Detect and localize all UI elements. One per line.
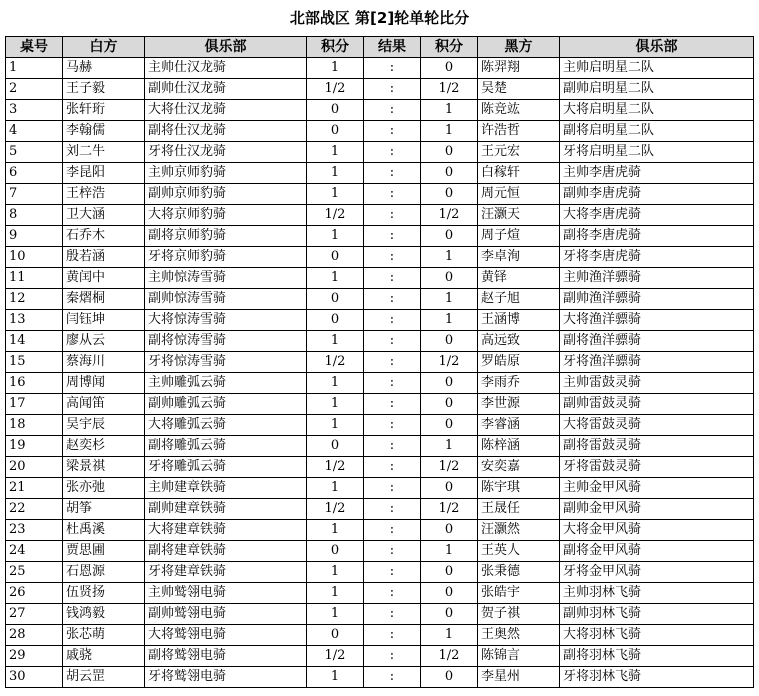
table-row [6, 478, 754, 499]
cell-black-score: 0 [421, 667, 478, 688]
cell-black-score: 0 [421, 226, 478, 247]
cell-white-club: 牙将惊涛雪骑 [145, 352, 307, 373]
cell-result: : [364, 226, 421, 247]
cell-result: : [364, 247, 421, 268]
cell-white-club: 副将仕汉龙骑 [145, 121, 307, 142]
cell-black-player: 王奥然 [478, 625, 560, 646]
cell-black-score: 1 [421, 436, 478, 457]
cell-white-club: 主帅惊涛雪骑 [145, 268, 307, 289]
table-row [6, 394, 754, 415]
table-row [6, 289, 754, 310]
table-row [6, 79, 754, 100]
cell-table-number: 15 [6, 352, 63, 373]
cell-white-score: 1 [307, 604, 364, 625]
cell-white-player: 张芯萌 [63, 625, 145, 646]
cell-white-club: 牙将雕弧云骑 [145, 457, 307, 478]
cell-black-score: 0 [421, 331, 478, 352]
cell-black-score: 1/2 [421, 457, 478, 478]
cell-white-score: 1 [307, 226, 364, 247]
cell-black-club: 主帅渔洋骠骑 [560, 268, 754, 289]
cell-white-score: 1/2 [307, 646, 364, 667]
cell-table-number: 22 [6, 499, 63, 520]
cell-table-number: 19 [6, 436, 63, 457]
cell-white-player: 石恩源 [63, 562, 145, 583]
cell-black-player: 周元恒 [478, 184, 560, 205]
cell-black-club: 牙将渔洋骠骑 [560, 352, 754, 373]
cell-white-club: 副帅雕弧云骑 [145, 394, 307, 415]
table-row [6, 247, 754, 268]
cell-result: : [364, 268, 421, 289]
cell-black-score: 0 [421, 562, 478, 583]
cell-black-club: 副帅雷鼓灵骑 [560, 394, 754, 415]
header-white: 白方 [63, 37, 145, 58]
cell-white-player: 石乔木 [63, 226, 145, 247]
cell-black-score: 0 [421, 142, 478, 163]
cell-black-player: 李睿涵 [478, 415, 560, 436]
cell-table-number: 25 [6, 562, 63, 583]
header-black: 黑方 [478, 37, 560, 58]
cell-black-player: 李卓洵 [478, 247, 560, 268]
cell-white-club: 副帅惊涛雪骑 [145, 289, 307, 310]
cell-black-club: 副帅启明星二队 [560, 79, 754, 100]
cell-white-club: 牙将京师豹骑 [145, 247, 307, 268]
cell-white-player: 王子毅 [63, 79, 145, 100]
table-row [6, 646, 754, 667]
cell-result: : [364, 457, 421, 478]
cell-black-club: 牙将羽林飞骑 [560, 667, 754, 688]
table-row [6, 562, 754, 583]
cell-black-player: 陈锦言 [478, 646, 560, 667]
cell-black-club: 副将启明星二队 [560, 121, 754, 142]
cell-white-player: 廖从云 [63, 331, 145, 352]
cell-white-score: 1 [307, 520, 364, 541]
cell-black-player: 白稼轩 [478, 163, 560, 184]
cell-black-score: 0 [421, 184, 478, 205]
cell-black-player: 王涵博 [478, 310, 560, 331]
cell-white-club: 大将建章铁骑 [145, 520, 307, 541]
cell-black-club: 副将金甲风骑 [560, 541, 754, 562]
cell-white-player: 刘二牛 [63, 142, 145, 163]
cell-black-club: 牙将金甲风骑 [560, 562, 754, 583]
table-row [6, 121, 754, 142]
cell-black-player: 张秉德 [478, 562, 560, 583]
cell-white-player: 黄闰中 [63, 268, 145, 289]
cell-black-score: 0 [421, 394, 478, 415]
cell-white-player: 胡筝 [63, 499, 145, 520]
cell-white-player: 李昆阳 [63, 163, 145, 184]
cell-table-number: 17 [6, 394, 63, 415]
cell-black-club: 大将金甲风骑 [560, 520, 754, 541]
cell-table-number: 28 [6, 625, 63, 646]
table-row [6, 457, 754, 478]
cell-white-player: 闫钰坤 [63, 310, 145, 331]
cell-white-player: 伍贤扬 [63, 583, 145, 604]
cell-white-club: 牙将建章铁骑 [145, 562, 307, 583]
cell-white-score: 0 [307, 100, 364, 121]
cell-black-player: 王元宏 [478, 142, 560, 163]
cell-black-score: 1 [421, 541, 478, 562]
cell-result: : [364, 478, 421, 499]
cell-result: : [364, 436, 421, 457]
cell-black-club: 副帅渔洋骠骑 [560, 289, 754, 310]
cell-white-club: 牙将鹫翎电骑 [145, 667, 307, 688]
cell-black-score: 0 [421, 373, 478, 394]
cell-black-club: 大将启明星二队 [560, 100, 754, 121]
cell-white-player: 赵奕杉 [63, 436, 145, 457]
cell-black-club: 大将李唐虎骑 [560, 205, 754, 226]
cell-result: : [364, 373, 421, 394]
cell-result: : [364, 541, 421, 562]
cell-table-number: 9 [6, 226, 63, 247]
cell-black-score: 1/2 [421, 352, 478, 373]
cell-black-score: 0 [421, 58, 478, 79]
cell-black-player: 王晟任 [478, 499, 560, 520]
cell-black-score: 0 [421, 520, 478, 541]
table-row [6, 625, 754, 646]
cell-black-player: 张皓宇 [478, 583, 560, 604]
cell-white-player: 蔡海川 [63, 352, 145, 373]
cell-table-number: 6 [6, 163, 63, 184]
cell-result: : [364, 142, 421, 163]
cell-result: : [364, 520, 421, 541]
cell-black-club: 副将李唐虎骑 [560, 226, 754, 247]
cell-black-club: 大将雷鼓灵骑 [560, 415, 754, 436]
cell-white-score: 1 [307, 184, 364, 205]
cell-black-score: 0 [421, 583, 478, 604]
cell-white-score: 1/2 [307, 79, 364, 100]
cell-white-player: 戚骁 [63, 646, 145, 667]
cell-white-score: 0 [307, 625, 364, 646]
table-row [6, 163, 754, 184]
cell-table-number: 26 [6, 583, 63, 604]
cell-result: : [364, 562, 421, 583]
cell-black-score: 1 [421, 625, 478, 646]
cell-table-number: 4 [6, 121, 63, 142]
cell-white-club: 主帅鹫翎电骑 [145, 583, 307, 604]
cell-table-number: 7 [6, 184, 63, 205]
cell-table-number: 20 [6, 457, 63, 478]
cell-white-player: 高闻笛 [63, 394, 145, 415]
cell-white-score: 1 [307, 562, 364, 583]
cell-black-player: 李世源 [478, 394, 560, 415]
scores-table [5, 36, 754, 688]
cell-table-number: 27 [6, 604, 63, 625]
cell-black-score: 1 [421, 121, 478, 142]
cell-black-club: 主帅启明星二队 [560, 58, 754, 79]
cell-black-score: 1/2 [421, 205, 478, 226]
cell-white-player: 张轩珩 [63, 100, 145, 121]
cell-white-player: 秦熠桐 [63, 289, 145, 310]
cell-result: : [364, 625, 421, 646]
cell-white-club: 大将雕弧云骑 [145, 415, 307, 436]
cell-black-club: 主帅李唐虎骑 [560, 163, 754, 184]
cell-black-player: 许浩哲 [478, 121, 560, 142]
cell-white-score: 1/2 [307, 499, 364, 520]
cell-white-club: 大将惊涛雪骑 [145, 310, 307, 331]
cell-white-club: 牙将仕汉龙骑 [145, 142, 307, 163]
cell-table-number: 21 [6, 478, 63, 499]
table-row [6, 205, 754, 226]
cell-black-score: 1 [421, 247, 478, 268]
table-row [6, 184, 754, 205]
cell-black-player: 安奕嘉 [478, 457, 560, 478]
cell-table-number: 12 [6, 289, 63, 310]
cell-table-number: 24 [6, 541, 63, 562]
cell-white-club: 副将鹫翎电骑 [145, 646, 307, 667]
cell-black-score: 1 [421, 310, 478, 331]
cell-white-club: 副将雕弧云骑 [145, 436, 307, 457]
cell-white-score: 0 [307, 436, 364, 457]
cell-black-player: 贺子祺 [478, 604, 560, 625]
cell-white-player: 王梓浩 [63, 184, 145, 205]
cell-result: : [364, 499, 421, 520]
table-row [6, 436, 754, 457]
cell-table-number: 16 [6, 373, 63, 394]
table-row [6, 268, 754, 289]
cell-result: : [364, 184, 421, 205]
cell-black-club: 副将羽林飞骑 [560, 646, 754, 667]
table-row [6, 583, 754, 604]
cell-white-player: 胡云罡 [63, 667, 145, 688]
cell-white-score: 0 [307, 541, 364, 562]
table-row [6, 499, 754, 520]
cell-table-number: 8 [6, 205, 63, 226]
cell-table-number: 11 [6, 268, 63, 289]
cell-black-score: 0 [421, 415, 478, 436]
table-row [6, 520, 754, 541]
cell-black-club: 主帅羽林飞骑 [560, 583, 754, 604]
cell-white-player: 李翰儒 [63, 121, 145, 142]
cell-table-number: 23 [6, 520, 63, 541]
header-black-club: 俱乐部 [560, 37, 754, 58]
cell-white-player: 殷若涵 [63, 247, 145, 268]
cell-white-club: 主帅京师豹骑 [145, 163, 307, 184]
cell-table-number: 5 [6, 142, 63, 163]
cell-white-club: 大将鹫翎电骑 [145, 625, 307, 646]
cell-table-number: 29 [6, 646, 63, 667]
cell-black-score: 1/2 [421, 79, 478, 100]
cell-white-score: 1/2 [307, 457, 364, 478]
cell-black-player: 黄铎 [478, 268, 560, 289]
cell-black-player: 汪灏天 [478, 205, 560, 226]
cell-black-player: 陈宇琪 [478, 478, 560, 499]
cell-white-player: 钱鸿毅 [63, 604, 145, 625]
cell-white-score: 1 [307, 373, 364, 394]
cell-result: : [364, 415, 421, 436]
cell-white-club: 副帅京师豹骑 [145, 184, 307, 205]
cell-white-score: 1 [307, 331, 364, 352]
header-result: 结果 [364, 37, 421, 58]
cell-white-player: 马赫 [63, 58, 145, 79]
cell-white-score: 0 [307, 310, 364, 331]
cell-black-score: 0 [421, 604, 478, 625]
page-title: 北部战区 第[2]轮单轮比分 [289, 9, 470, 27]
cell-white-score: 1 [307, 394, 364, 415]
cell-black-club: 牙将李唐虎骑 [560, 247, 754, 268]
table-row [6, 226, 754, 247]
cell-black-club: 牙将雷鼓灵骑 [560, 457, 754, 478]
cell-result: : [364, 289, 421, 310]
cell-white-player: 张亦弛 [63, 478, 145, 499]
cell-black-score: 0 [421, 163, 478, 184]
cell-white-score: 1 [307, 163, 364, 184]
cell-black-club: 副帅羽林飞骑 [560, 604, 754, 625]
cell-black-player: 陈竞竑 [478, 100, 560, 121]
cell-black-score: 1 [421, 289, 478, 310]
cell-black-score: 1/2 [421, 499, 478, 520]
cell-white-score: 1/2 [307, 352, 364, 373]
cell-black-club: 主帅金甲风骑 [560, 478, 754, 499]
cell-black-player: 陈梓涵 [478, 436, 560, 457]
cell-result: : [364, 58, 421, 79]
cell-white-club: 主帅建章铁骑 [145, 478, 307, 499]
cell-table-number: 18 [6, 415, 63, 436]
cell-result: : [364, 163, 421, 184]
table-row [6, 541, 754, 562]
cell-white-club: 主帅雕弧云骑 [145, 373, 307, 394]
cell-white-player: 周博闻 [63, 373, 145, 394]
cell-white-player: 吴宇辰 [63, 415, 145, 436]
cell-white-club: 大将仕汉龙骑 [145, 100, 307, 121]
cell-result: : [364, 100, 421, 121]
cell-result: : [364, 646, 421, 667]
header-white-score: 积分 [307, 37, 364, 58]
cell-white-player: 梁景祺 [63, 457, 145, 478]
cell-black-player: 陈羿翔 [478, 58, 560, 79]
cell-white-player: 贾思圃 [63, 541, 145, 562]
header-row [6, 37, 754, 58]
cell-table-number: 3 [6, 100, 63, 121]
cell-white-score: 1 [307, 478, 364, 499]
cell-white-score: 0 [307, 289, 364, 310]
cell-black-player: 李雨乔 [478, 373, 560, 394]
header-table-number: 桌号 [6, 37, 63, 58]
cell-result: : [364, 205, 421, 226]
cell-black-club: 主帅雷鼓灵骑 [560, 373, 754, 394]
cell-white-club: 副将京师豹骑 [145, 226, 307, 247]
table-row [6, 667, 754, 688]
table-row [6, 310, 754, 331]
cell-black-club: 副帅金甲风骑 [560, 499, 754, 520]
cell-white-club: 副帅仕汉龙骑 [145, 79, 307, 100]
table-row [6, 604, 754, 625]
cell-white-score: 1 [307, 58, 364, 79]
cell-white-score: 0 [307, 247, 364, 268]
cell-black-club: 大将渔洋骠骑 [560, 310, 754, 331]
cell-black-club: 大将羽林飞骑 [560, 625, 754, 646]
table-row [6, 331, 754, 352]
cell-black-club: 副帅李唐虎骑 [560, 184, 754, 205]
cell-white-club: 副将建章铁骑 [145, 541, 307, 562]
cell-white-score: 1 [307, 667, 364, 688]
cell-black-score: 1/2 [421, 646, 478, 667]
cell-black-club: 牙将启明星二队 [560, 142, 754, 163]
cell-black-player: 王英人 [478, 541, 560, 562]
cell-white-score: 1/2 [307, 205, 364, 226]
cell-white-score: 1 [307, 142, 364, 163]
table-row [6, 142, 754, 163]
cell-table-number: 1 [6, 58, 63, 79]
cell-white-club: 副将惊涛雪骑 [145, 331, 307, 352]
cell-white-club: 大将京师豹骑 [145, 205, 307, 226]
cell-white-club: 副帅鹫翎电骑 [145, 604, 307, 625]
cell-table-number: 14 [6, 331, 63, 352]
table-row [6, 415, 754, 436]
cell-result: : [364, 394, 421, 415]
cell-table-number: 13 [6, 310, 63, 331]
cell-black-club: 副将雷鼓灵骑 [560, 436, 754, 457]
cell-result: : [364, 667, 421, 688]
cell-white-player: 卫大涵 [63, 205, 145, 226]
cell-table-number: 2 [6, 79, 63, 100]
cell-black-player: 周子煊 [478, 226, 560, 247]
cell-white-score: 0 [307, 121, 364, 142]
cell-result: : [364, 604, 421, 625]
cell-black-club: 副将渔洋骠骑 [560, 331, 754, 352]
cell-result: : [364, 121, 421, 142]
table-row [6, 373, 754, 394]
cell-black-score: 0 [421, 268, 478, 289]
cell-result: : [364, 79, 421, 100]
cell-white-club: 主帅仕汉龙骑 [145, 58, 307, 79]
cell-white-score: 1 [307, 268, 364, 289]
cell-result: : [364, 310, 421, 331]
cell-black-player: 罗皓原 [478, 352, 560, 373]
cell-black-player: 赵子旭 [478, 289, 560, 310]
table-row [6, 352, 754, 373]
cell-white-player: 杜禹溪 [63, 520, 145, 541]
table-row [6, 100, 754, 121]
cell-black-score: 1 [421, 100, 478, 121]
cell-black-player: 李星州 [478, 667, 560, 688]
cell-table-number: 10 [6, 247, 63, 268]
cell-black-player: 高远致 [478, 331, 560, 352]
cell-result: : [364, 352, 421, 373]
cell-black-score: 0 [421, 478, 478, 499]
cell-result: : [364, 583, 421, 604]
cell-result: : [364, 331, 421, 352]
cell-white-score: 1 [307, 415, 364, 436]
cell-black-player: 汪灏然 [478, 520, 560, 541]
cell-table-number: 30 [6, 667, 63, 688]
cell-black-player: 吴楚 [478, 79, 560, 100]
header-white-club: 俱乐部 [145, 37, 307, 58]
table-row [6, 58, 754, 79]
header-black-score: 积分 [421, 37, 478, 58]
cell-white-score: 1 [307, 583, 364, 604]
cell-white-club: 副帅建章铁骑 [145, 499, 307, 520]
